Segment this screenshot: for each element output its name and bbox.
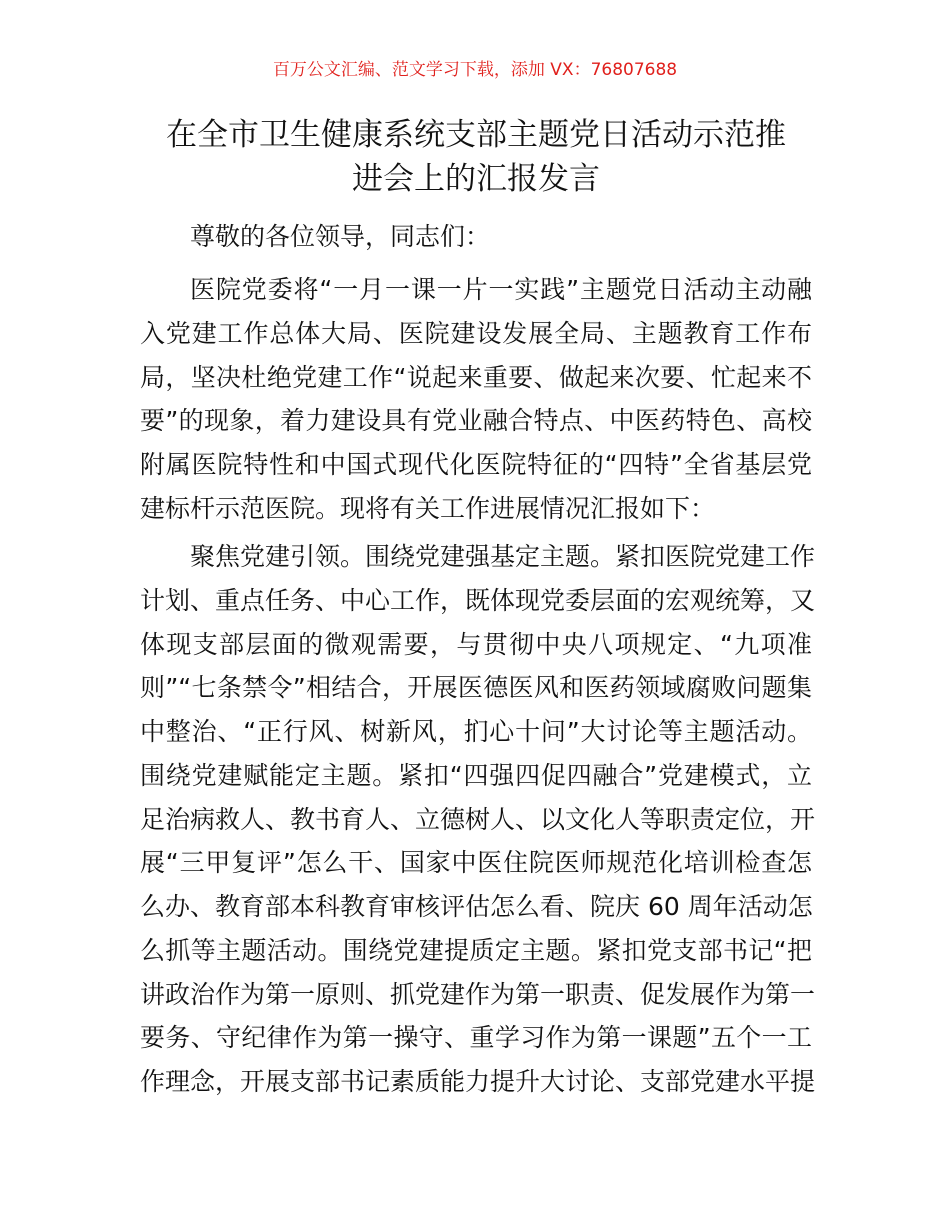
paragraph-2-line: 么抓等主题活动。围绕党建提质定主题。紧扣党支部书记“把 [140, 935, 812, 965]
document-title-line-2: 进会上的汇报发言 [352, 161, 600, 197]
paragraph-2-line: 中整治、“正行风、树新风，扪心十问”大讨论等主题活动。 [140, 717, 812, 746]
paragraph-2-line: 聚焦党建引领。围绕党建强基定主题。紧扣医院党建工作 [190, 542, 816, 571]
paragraph-2-line: 围绕党建赋能定主题。紧扣“四强四促四融合”党建模式，立 [140, 760, 812, 790]
watermark-header: 百万公文汇编、范文学习下载，添加 VX：76807688 [272, 60, 678, 80]
paragraph-2-line: 讲政治作为第一原则、抓党建作为第一职责、促发展作为第一 [140, 979, 816, 1009]
paragraph-2-line: 要务、守纪律作为第一操守、重学习作为第一课题”五个一工 [140, 1023, 812, 1053]
paragraph-1-line: 附属医院特性和中国式现代化医院特征的“四特”全省基层党 [140, 450, 812, 479]
document-title-line-1: 在全市卫生健康系统支部主题党日活动示范推 [166, 117, 786, 153]
paragraph-2-line: 计划、重点任务、中心工作，既体现党委层面的宏观统筹，又 [140, 585, 816, 615]
paragraph-2-line: 则”“七条禁令”相结合，开展医德医风和医药领域腐败问题集 [140, 673, 812, 703]
paragraph-1-line: 医院党委将“一月一课一片一实践”主题党日活动主动融 [190, 275, 812, 304]
paragraph-1-line: 建标杆示范医院。现将有关工作进展情况汇报如下： [140, 493, 716, 523]
paragraph-2-line: 作理念，开展支部书记素质能力提升大讨论、支部党建水平提 [140, 1067, 816, 1096]
paragraph-2-line: 足治病救人、教书育人、立德树人、以文化人等职责定位，开 [140, 804, 816, 834]
paragraph-2-line: 么办、教育部本科教育审核评估怎么看、院庆 60 周年活动怎 [140, 892, 813, 921]
paragraph-2-line: 展“三甲复评”怎么干、国家中医住院医师规范化培训检查怎 [140, 848, 812, 878]
greeting: 尊敬的各位领导，同志们： [190, 222, 491, 251]
paragraph-1-line: 局，坚决杜绝党建工作“说起来重要、做起来次要、忙起来不 [140, 362, 812, 392]
paragraph-1-line: 要”的现象，着力建设具有党业融合特点、中医药特色、高校 [140, 406, 812, 436]
paragraph-1-line: 入党建工作总体大局、医院建设发展全局、主题教育工作布 [140, 318, 812, 348]
paragraph-2-line: 体现支部层面的微观需要，与贯彻中央八项规定、“九项准 [140, 629, 812, 659]
